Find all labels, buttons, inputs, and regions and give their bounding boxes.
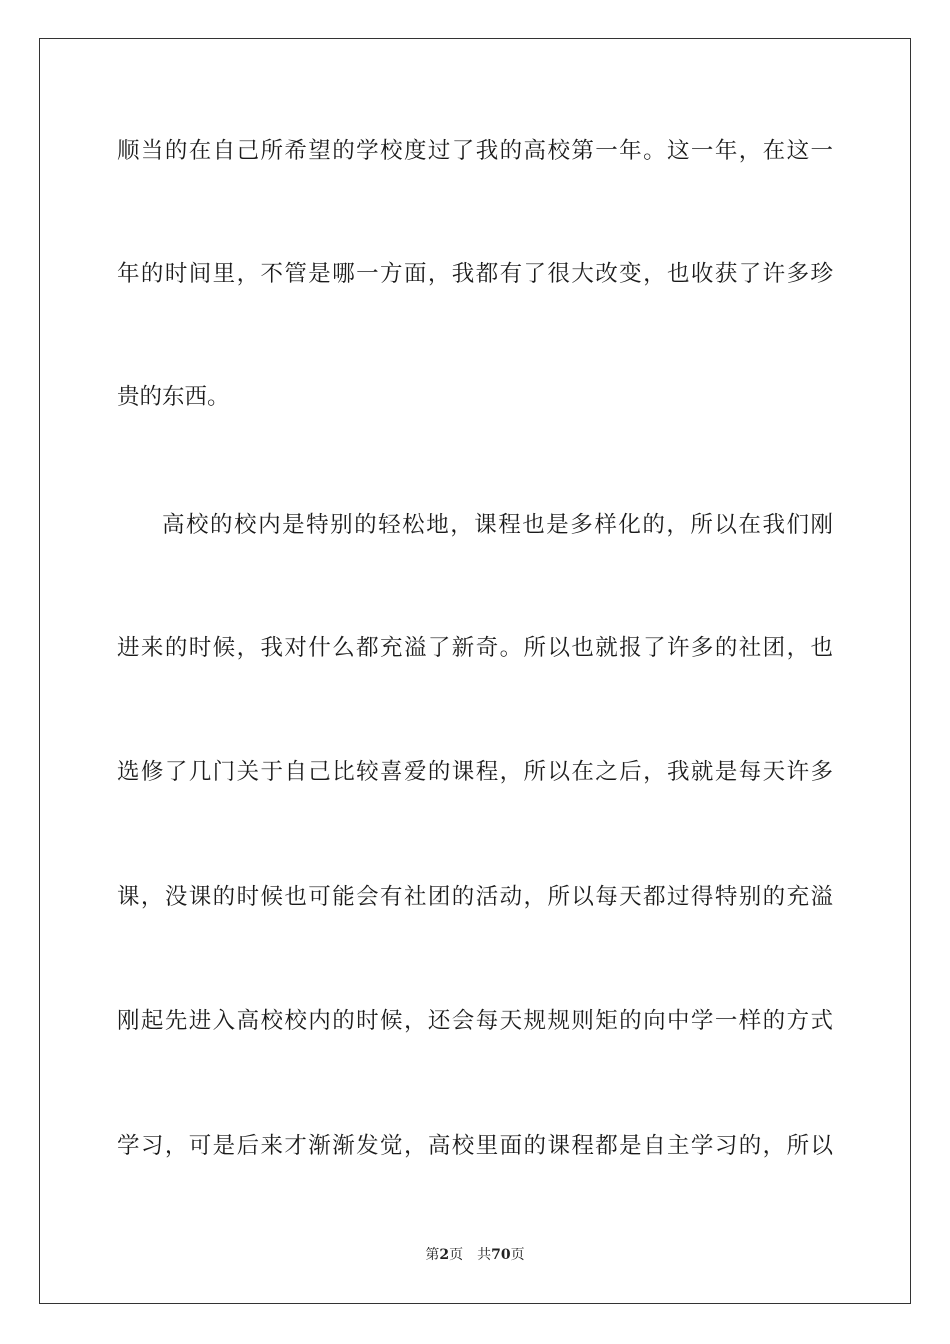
page-number: 2 (439, 1247, 450, 1263)
total-pages: 70 (491, 1247, 511, 1263)
page-footer (0, 1246, 950, 1264)
text-line: 学习，可是后来才渐渐发觉，高校里面的课程都是自主学习的，所以 (117, 1133, 833, 1159)
text-line: 顺当的在自己所希望的学校度过了我的高校第一年。这一年，在这一 (117, 138, 833, 164)
text-line: 课，没课的时候也可能会有社团的活动，所以每天都过得特别的充溢 (117, 884, 833, 910)
text-line: 选修了几门关于自己比较喜爱的课程，所以在之后，我就是每天许多 (117, 759, 833, 785)
text-line: 年的时间里，不管是哪一方面，我都有了很大改变，也收获了许多珍 (117, 261, 833, 287)
text-line: 刚起先进入高校校内的时候，还会每天规规则矩的向中学一样的方式 (117, 1008, 833, 1034)
page-suffix: 页 (449, 1247, 464, 1263)
total-prefix: 共 (477, 1247, 492, 1263)
page-border (39, 38, 911, 1304)
text-line: 贵的东西。 (117, 384, 230, 410)
paragraph-first-line: 高校的校内是特别的轻松地，课程也是多样化的，所以在我们刚 (162, 512, 833, 538)
page-prefix: 第 (425, 1247, 440, 1263)
total-suffix: 页 (510, 1247, 525, 1263)
text-line: 进来的时候，我对什么都充溢了新奇。所以也就报了许多的社团，也 (117, 635, 833, 661)
